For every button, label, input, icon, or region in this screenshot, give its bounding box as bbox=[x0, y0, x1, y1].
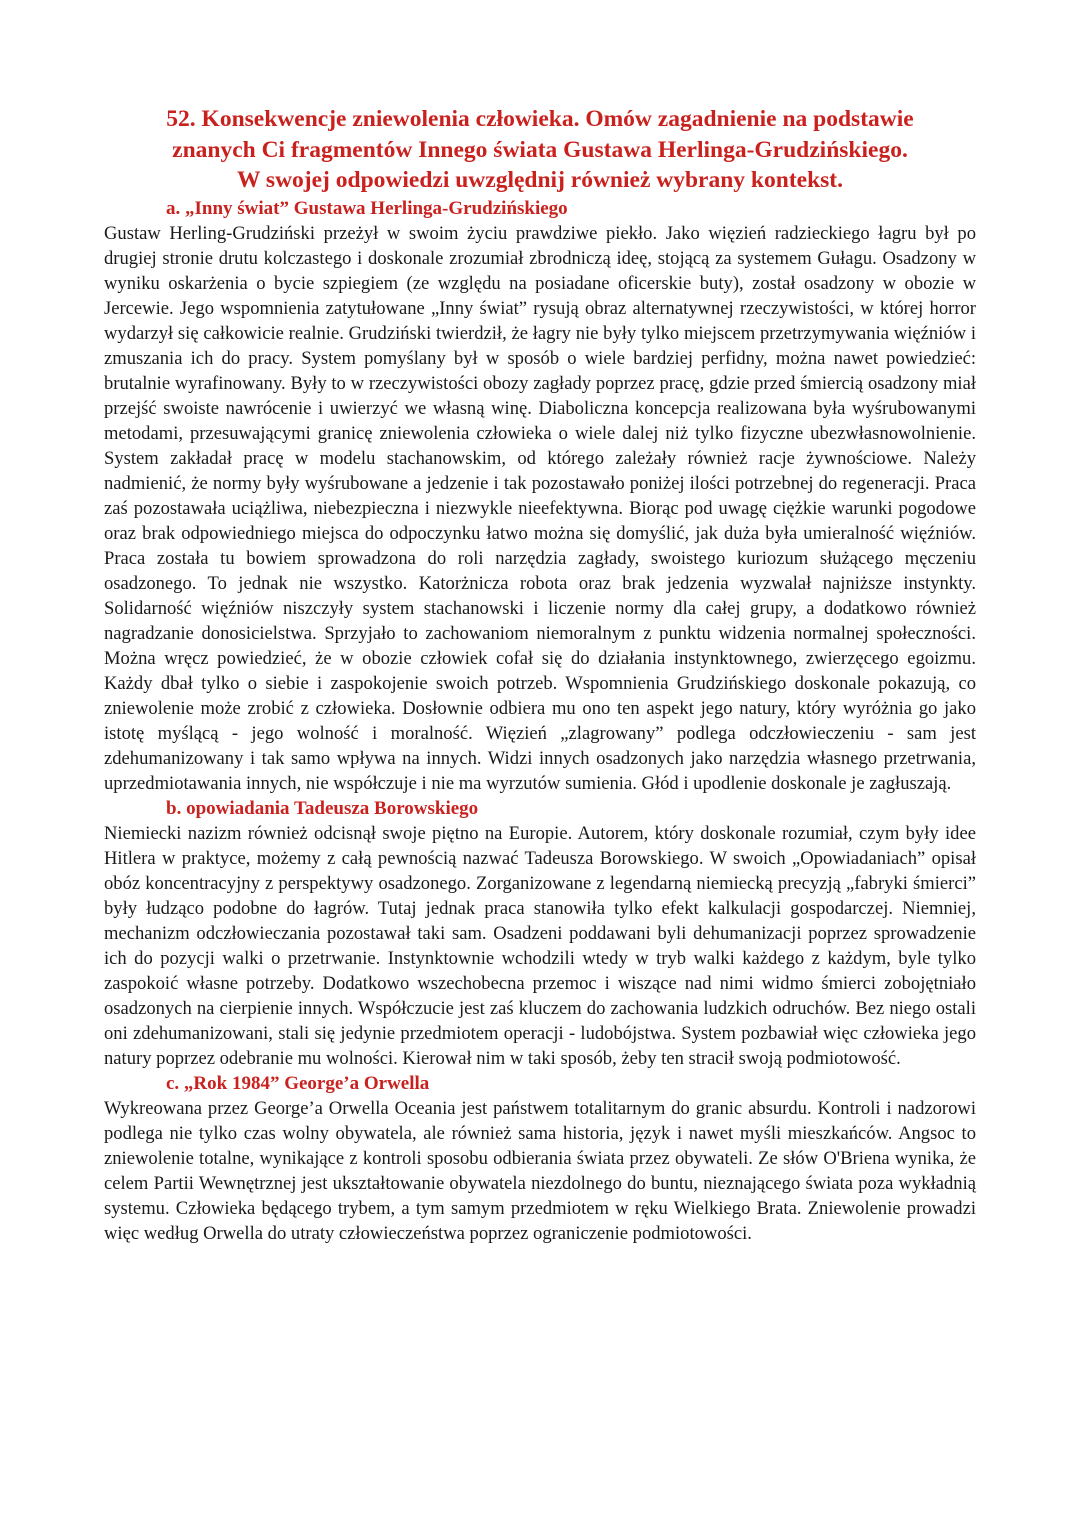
title-line-3: W swojej odpowiedzi uwzględnij również wybrany kontekst. bbox=[236, 167, 843, 193]
section-body: Niemiecki nazizm również odcisnął swoje piętno na Europie. Autorem, który doskonale rozumiał, czym były idee Hitlera w praktyce, możemy z całą pewnością nazwać Tadeusza Borowskiego. W swoich „Opowiadaniach” opisał obóz koncentracyjny z perspektywy osadzonego. Zorganizowane z legendarną niemiecką precyzją „fabryki śmierci” były łudząco podobne do łagrów. Tutaj jednak praca stanowiła tylko efekt kalkulacji gospodarczej. Niemniej, mechanizm odczłowieczania pozostawał taki sam. Osadzeni poddawani byli dehumanizacji poprzez sprowadzenie ich do pozycji walki o przetrwanie. Instynktownie wchodzili wtedy w tryb walki każdego z każdym, byle tylko zaspokoić własne potrzeby. Dodatkowo wszechobecna przemoc i wiszące nad nimi widmo śmierci zobojętniało osadzonych na cierpienie innych. Współczucie jest zaś kluczem do zachowania ludzkich odruchów. Bez niego ostali oni zdehumanizowani, stali się jedynie przedmiotem operacji - ludobójstwa. System pozbawiał więc człowieka jego natury poprzez odebranie mu wolności. Kierował nim w taki sposób, żeby ten stracił swoją podmiotowość. bbox=[104, 822, 976, 1069]
title-line-2: znanych Ci fragmentów Innego świata Gustawa Herlinga-Grudzińskiego. bbox=[172, 136, 908, 163]
document-title bbox=[104, 104, 976, 196]
document-page bbox=[104, 104, 976, 1246]
section-b bbox=[104, 796, 976, 1071]
section-heading: c. „Rok 1984” George’a Orwella bbox=[166, 1072, 430, 1094]
section-body: Gustaw Herling-Grudziński przeżył w swoim życiu prawdziwe piekło. Jako więzień radzieckiego łagru był po drugiej stronie drutu kolczastego i doskonale zrozumiał zbrodniczą ideę, stojącą za systemem Gułagu. Osadzony w wyniku oskarżenia o bycie szpiegiem (ze względu na posiadane oficerskie buty), został osadzony w obozie w Jercewie. Jego wspomnienia zatytułowane „Inny świat” rysują obraz alternatywnej rzeczywistości, w której horror wydarzył się całkowicie realnie. Grudziński twierdził, że łagry nie były tylko miejscem przetrzymywania więźniów i zmuszania ich do pracy. System pomyślany był w sposób o wiele bardziej perfidny, można nawet powiedzieć: brutalnie wyrafinowany. Były to w rzeczywistości obozy zagłady poprzez pracę, gdzie przed śmiercią osadzony miał przejść swoiste nawrócenie i uwierzyć we własną winę. Diaboliczna koncepcja realizowana była wyśrubowanymi metodami, przesuwającymi granicę zniewolenia człowieka o wiele dalej niż tylko fizyczne ubezwłasnowolnienie. System zakładał pracę w modelu stachanowskim, od którego zależały również racje żywnościowe. Należy nadmienić, że normy były wyśrubowane a jedzenie i tak pozostawało poniżej ilości potrzebnej do regeneracji. Praca zaś pozostawała uciążliwa, niebezpieczna i niezwykle nieefektywna. Biorąc pod uwagę ciężkie warunki pogodowe oraz brak odpowiedniego miejsca do odpoczynku łatwo można się domyślić, jak duża była umieralność więźniów. Praca została tu bowiem sprowadzona do roli narzędzia zagłady, swoistego kuriozum służącego męczeniu osadzonego. To jednak nie wszystko. Katorżnicza robota oraz brak jedzenia wyzwalał najniższe instynkty. Solidarność więźniów niszczyły system stachanowski i liczenie normy dla całej grupy, a dodatkowo również nagradzanie donosicielstwa. Sprzyjało to zachowaniom niemoralnym z punktu widzenia normalnej społeczności. Można wręcz powiedzieć, że w obozie człowiek cofał się do działania instynktownego, zwierzęcego egoizmu. Każdy dbał tylko o siebie i zaspokojenie swoich potrzeb. Wspomnienia Grudzińskiego doskonale pokazują, co zniewolenie może zrobić z człowieka. Dosłownie odbiera mu ono ten aspekt jego natury, który wyróżnia go jako istotę myślącą - jego wolność i moralność. Więzień „zlagrowany” podlega odczłowieczeniu - sam jest zdehumanizowany i tak samo wpływa na innych. Widzi innych osadzonych jako narzędzia własnego przetrwania, uprzedmiotawania innych, nie współczuje i nie ma wyrzutów sumienia. Głód i upodlenie doskonale je zagłuszają. bbox=[104, 222, 976, 794]
section-body: Wykreowana przez George’a Orwella Oceania jest państwem totalitarnym do granic absurdu. Kontroli i nadzorowi podlega nie tylko czas wolny obywatela, ale również sama historia, język i nawet myśli mieszkańców. Angsoc to zniewolenie totalne, wynikające z kontroli sposobu odbierania świata przez obywateli. Ze słów O'Briena wynika, że celem Partii Wewnętrznej jest ukształtowanie obywatela niezdolnego do buntu, nieznającego świata poza wykładnią systemu. Człowieka będącego trybem, a tym samym przedmiotem w ręku Wielkiego Brata. Zniewolenie prowadzi więc według Orwella do utraty człowieczeństwa poprzez ograniczenie podmiotowości. bbox=[104, 1097, 976, 1244]
section-a bbox=[104, 196, 976, 796]
section-c bbox=[104, 1071, 976, 1246]
title-line-1: 52. Konsekwencje zniewolenia człowieka. Omów zagadnienie na podstawie bbox=[166, 106, 914, 132]
section-heading: b. opowiadania Tadeusza Borowskiego bbox=[166, 797, 479, 819]
section-heading: a. „Inny świat” Gustawa Herlinga-Grudzińskiego bbox=[166, 197, 568, 219]
